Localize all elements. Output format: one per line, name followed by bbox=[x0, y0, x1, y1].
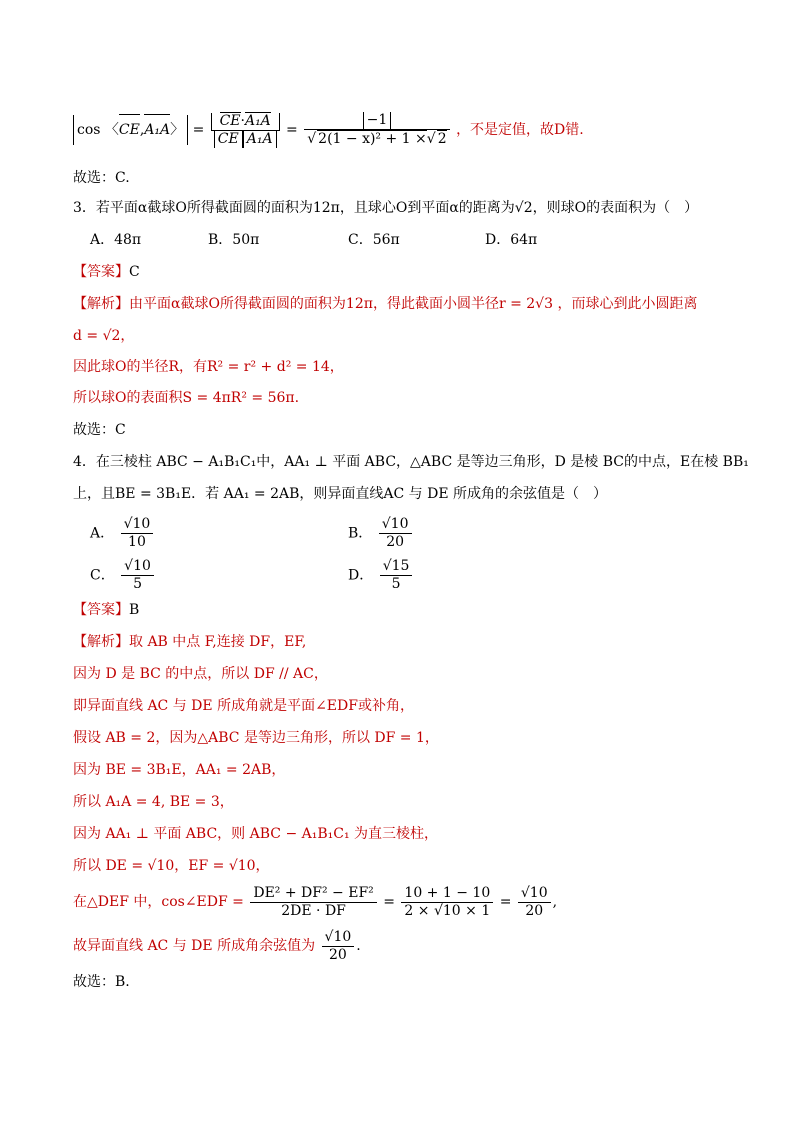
q3-analysis-2: d = √2， bbox=[73, 328, 135, 344]
q3-answer-value: C bbox=[129, 264, 140, 280]
vector-a1a: A₁A bbox=[144, 115, 170, 145]
den-part-d: 2 bbox=[437, 131, 447, 147]
num-vector-a1a: A₁A bbox=[244, 112, 271, 129]
q4-cos-f1-den: 2DE · DF bbox=[250, 902, 376, 920]
q4-option-b-den: 20 bbox=[379, 533, 412, 551]
q4-option-d-label: D． bbox=[348, 567, 374, 584]
q4-analysis-line-0 bbox=[73, 632, 306, 652]
q4-answer bbox=[73, 600, 139, 620]
num-vector-ce: CE bbox=[219, 112, 241, 129]
q4-stem-2: 上，且BE = 3B₁E．若 AA₁ = 2AB，则异面直线AC 与 DE 所成角的余弦值是（ ） bbox=[73, 486, 608, 502]
q3-analysis-label: 【解析】 bbox=[73, 296, 129, 312]
q3-analysis-1-text: 由平面α截球O所得截面圆的面积为12π，得此截面小圆半径r = 2√3 ，而球心到此小圆距离 bbox=[129, 296, 698, 312]
top-remark: ，不是定值，故D错. bbox=[456, 122, 584, 138]
q4-option-c-num: √10 bbox=[124, 558, 151, 574]
q4-cos-f2-num: 10 + 1 − 10 bbox=[404, 884, 491, 901]
q4-choose: 故选：B. bbox=[73, 974, 130, 990]
q4-cos-f3-den: 20 bbox=[518, 902, 551, 920]
den-vector-ce: CE bbox=[217, 130, 239, 147]
q4-analysis-label: 【解析】 bbox=[73, 634, 129, 650]
q3-option-d: D．64π bbox=[485, 232, 538, 248]
q4-option-c bbox=[90, 558, 156, 593]
q4-option-a bbox=[90, 516, 155, 551]
q3-analysis-3: 因此球O的半径R，有R² = r² + d² = 14， bbox=[73, 359, 344, 375]
q4-conclusion-prefix: 故异面直线 AC 与 DE 所成角余弦值为 bbox=[73, 938, 316, 954]
q3-option-b: B．50π bbox=[208, 232, 260, 248]
q3-answer bbox=[73, 262, 140, 282]
choose-c-1: 故选：C. bbox=[73, 170, 130, 186]
q4-cos-f2-den: 2 × √10 × 1 bbox=[401, 902, 493, 920]
q4-analysis-line-1: 因为 D 是 BC 的中点，所以 DF // AC， bbox=[73, 666, 328, 682]
abs-cos: cos 〈CE,A₁A〉 bbox=[73, 115, 188, 145]
q4-analysis-line-2: 即异面直线 AC 与 DE 所成角就是平面∠EDF或补角， bbox=[73, 698, 414, 714]
cos-label: cos bbox=[77, 122, 101, 138]
q4-option-a-label: A． bbox=[90, 525, 115, 542]
q4-cos-f1-num: DE² + DF² − EF² bbox=[253, 884, 374, 901]
cos-formula-line: cos 〈CE,A₁A〉 = $\frac{\text{CE·A₁A}}{\text{CE A₁A}}$ = $\frac{-1}{\text{√ 2(1 − x)² + 1 ×√ 2}}$ ，不是定值，故D错. bbox=[73, 112, 584, 148]
q4-cos-line: 在△DEF 中，cos∠EDF = $\frac{\text{DE² + DF² − EF²}}{2DE \cdot DF}$ = $\frac{10 + 1 - 10}{2 \times √10 \times 1}$ = $\frac{√10}{20}$ , bbox=[73, 884, 558, 919]
q4-option-c-den: 5 bbox=[121, 575, 154, 593]
vector-ce: CE bbox=[119, 115, 140, 145]
q3-analysis-1 bbox=[73, 294, 697, 314]
q4-analysis-text-0: 取 AB 中点 F,连接 DF，EF, bbox=[129, 634, 307, 650]
q4-option-a-num: √10 bbox=[123, 516, 151, 532]
q4-analysis-line-6: 因为 AA₁ ⊥ 平面 ABC，则 ABC − A₁B₁C₁ 为直三棱柱， bbox=[73, 826, 439, 842]
q4-analysis-line-5: 所以 A₁A = 4, BE = 3， bbox=[73, 794, 234, 810]
q4-answer-value: B bbox=[129, 602, 140, 618]
value-fraction: $\frac{-1}{\text{√ 2(1 − x)² + 1 ×√ 2}}$ bbox=[304, 112, 449, 148]
q4-option-b bbox=[348, 516, 414, 551]
q4-option-a-den: 10 bbox=[121, 533, 154, 551]
q4-option-b-num: √10 bbox=[381, 516, 409, 532]
q3-answer-label: 【答案】 bbox=[73, 264, 129, 280]
q4-option-b-label: B． bbox=[348, 525, 373, 542]
q4-answer-label: 【答案】 bbox=[73, 602, 129, 618]
q4-cos-f3-num: √10 bbox=[520, 884, 548, 901]
den-part-c: ² + 1 × bbox=[375, 131, 427, 147]
q3-option-a: A．48π bbox=[90, 232, 142, 248]
den-part-b: (1 − x) bbox=[327, 131, 376, 147]
q4-option-d-num: √15 bbox=[382, 558, 410, 574]
q3-choose: 故选：C bbox=[73, 422, 126, 438]
q4-conclusion-den: 20 bbox=[322, 946, 355, 964]
abs-minus-one: −1 bbox=[363, 112, 392, 129]
q3-analysis-4: 所以球O的表面积S = 4πR² = 56π. bbox=[73, 390, 300, 406]
q4-analysis-line-3: 假设 AB = 2，因为△ABC 是等边三角形，所以 DF = 1， bbox=[73, 730, 439, 746]
q4-option-d-den: 5 bbox=[380, 575, 413, 593]
q4-stem-1: 4．在三棱柱 ABC − A₁B₁C₁中，AA₁ ⊥ 平面 ABC，△ABC 是等边三角形，D 是棱 BC的中点，E在棱 BB₁ bbox=[73, 454, 749, 470]
q4-conclusion-num: √10 bbox=[324, 928, 352, 945]
q4-analysis-line-7: 所以 DE = √10，EF = √10， bbox=[73, 858, 270, 874]
q4-option-d bbox=[348, 558, 414, 593]
den-vector-a1a: A₁A bbox=[246, 130, 273, 147]
q4-analysis-line-4: 因为 BE = 3B₁E，AA₁ = 2AB， bbox=[73, 762, 286, 778]
q4-cos-prefix: 在△DEF 中，cos∠EDF = bbox=[73, 894, 244, 910]
cos-fraction: $\frac{\text{CE·A₁A}}{\text{CE A₁A}}$ bbox=[211, 113, 280, 148]
q3-option-c: C．56π bbox=[348, 232, 400, 248]
q3-stem: 3．若平面α截球O所得截面圆的面积为12π，且球心O到平面α的距离为√2，则球O的表面积为（ ） bbox=[73, 200, 699, 216]
q4-conclusion: 故异面直线 AC 与 DE 所成角余弦值为 $\frac{√10}{20}$ . bbox=[73, 928, 361, 963]
q4-option-c-label: C． bbox=[90, 567, 115, 584]
den-part-a: 2 bbox=[318, 131, 328, 147]
